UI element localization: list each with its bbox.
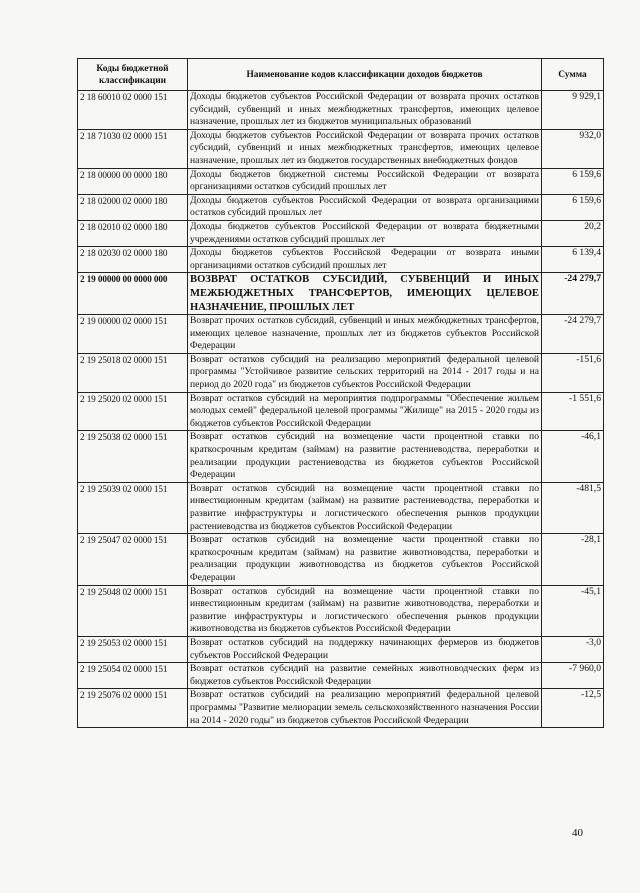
cell-sum: -151,6 bbox=[542, 353, 604, 392]
table-row bbox=[78, 315, 604, 354]
table-row bbox=[78, 663, 604, 689]
cell-name: Доходы бюджетов субъектов Российской Федерации от возврата организациями остатков субсидий прошлых лет bbox=[188, 194, 542, 220]
cell-name: Возврат остатков субсидий на возмещение части процентной ставки по краткосрочным кредитам (займам) на развитие животноводства, переработки и реализации продукции животноводства из бюджетов субъектов Российской Федерации bbox=[188, 534, 542, 585]
cell-sum: -45,1 bbox=[542, 585, 604, 636]
cell-code: 2 18 02030 02 0000 180 bbox=[78, 247, 188, 273]
cell-code: 2 19 25047 02 0000 151 bbox=[78, 534, 188, 585]
cell-code: 2 19 25039 02 0000 151 bbox=[78, 482, 188, 533]
table-row bbox=[78, 194, 604, 220]
cell-sum: 932,0 bbox=[542, 129, 604, 168]
table-row bbox=[78, 220, 604, 246]
cell-name: Доходы бюджетов субъектов Российской Федерации от возврата прочих остатков субсидий, субвенций и иных межбюджетных трансфертов, имеющих целевое назначение, прошлых лет из бюджетов муниципальных образований bbox=[188, 91, 542, 130]
table-row bbox=[78, 636, 604, 662]
cell-name: Возврат остатков субсидий на возмещение части процентной ставки по инвестиционным кредитам (займам) на развитие животноводства, переработки и развитие инфраструктуры и логистического обеспечения рынков продукции животноводства из бюджетов субъектов Российской Федерации bbox=[188, 585, 542, 636]
table-row bbox=[78, 431, 604, 482]
table-row bbox=[78, 168, 604, 194]
table-row bbox=[78, 534, 604, 585]
cell-sum: 6 139,4 bbox=[542, 247, 604, 273]
cell-code: 2 18 02000 02 0000 180 bbox=[78, 194, 188, 220]
cell-sum: -24 279,7 bbox=[542, 315, 604, 354]
table-header-row bbox=[78, 59, 604, 91]
cell-sum: -46,1 bbox=[542, 431, 604, 482]
table-row bbox=[78, 482, 604, 533]
page-number: 40 bbox=[572, 827, 583, 839]
cell-sum: 9 929,1 bbox=[542, 91, 604, 130]
header-sum: Сумма bbox=[542, 59, 604, 91]
cell-name: ВОЗВРАТ ОСТАТКОВ СУБСИДИЙ, СУБВЕНЦИЙ И ИНЫХ МЕЖБЮДЖЕТНЫХ ТРАНСФЕРТОВ, ИМЕЮЩИХ ЦЕЛЕВОЕ НАЗНАЧЕНИЕ, ПРОШЛЫХ ЛЕТ bbox=[188, 273, 542, 315]
cell-name: Возврат остатков субсидий на возмещение части процентной ставки по инвестиционным кредитам (займам) на развитие растениеводства, переработки и развитие инфраструктуры и логистического обеспечения рынков продукции растениеводства из бюджетов субъектов Российской Федерации bbox=[188, 482, 542, 533]
cell-name: Доходы бюджетов субъектов Российской Федерации от возврата бюджетными учреждениями остатков субсидий прошлых лет bbox=[188, 220, 542, 246]
header-name: Наименование кодов классификации доходов бюджетов bbox=[188, 59, 542, 91]
cell-sum: -1 551,6 bbox=[542, 392, 604, 431]
cell-code: 2 18 71030 02 0000 151 bbox=[78, 129, 188, 168]
cell-sum: 20,2 bbox=[542, 220, 604, 246]
cell-sum: 6 159,6 bbox=[542, 194, 604, 220]
cell-name: Возврат остатков субсидий на реализацию мероприятий федеральной целевой программы "Развитие мелиорации земель сельскохозяйственного назначения России на 2014 - 2020 годы" из бюджетов субъектов Российской Федерации bbox=[188, 689, 542, 728]
cell-sum: -3,0 bbox=[542, 636, 604, 662]
table-row bbox=[78, 585, 604, 636]
cell-sum: -12,5 bbox=[542, 689, 604, 728]
cell-code: 2 18 02010 02 0000 180 bbox=[78, 220, 188, 246]
cell-name: Возврат остатков субсидий на возмещение части процентной ставки по краткосрочным кредитам (займам) на развитие растениеводства, переработки и реализации продукции растениеводства из бюджетов субъектов Российской Федерации bbox=[188, 431, 542, 482]
cell-code: 2 19 25020 02 0000 151 bbox=[78, 392, 188, 431]
cell-name: Возврат прочих остатков субсидий, субвенций и иных межбюджетных трансфертов, имеющих целевое назначение, прошлых лет из бюджетов субъектов Российской Федерации bbox=[188, 315, 542, 354]
cell-name: Возврат остатков субсидий на мероприятия подпрограммы "Обеспечение жильем молодых семей" федеральной целевой программы "Жилище" на 2015 - 2020 годы из бюджетов субъектов Российской Федерации bbox=[188, 392, 542, 431]
table-row bbox=[78, 689, 604, 728]
cell-code: 2 19 25018 02 0000 151 bbox=[78, 353, 188, 392]
table-row bbox=[78, 392, 604, 431]
cell-name: Доходы бюджетов субъектов Российской Федерации от возврата иными организациями остатков субсидий прошлых лет bbox=[188, 247, 542, 273]
cell-sum: -481,5 bbox=[542, 482, 604, 533]
table-row bbox=[78, 353, 604, 392]
budget-classification-table bbox=[77, 58, 604, 728]
cell-sum: -7 960,0 bbox=[542, 663, 604, 689]
table-body bbox=[78, 91, 604, 728]
cell-name: Возврат остатков субсидий на развитие семейных животноводческих ферм из бюджетов субъектов Российской Федерации bbox=[188, 663, 542, 689]
cell-code: 2 19 00000 02 0000 151 bbox=[78, 315, 188, 354]
cell-code: 2 19 00000 00 0000 000 bbox=[78, 273, 188, 315]
cell-code: 2 19 25053 02 0000 151 bbox=[78, 636, 188, 662]
cell-code: 2 18 60010 02 0000 151 bbox=[78, 91, 188, 130]
table-row bbox=[78, 91, 604, 130]
cell-name: Доходы бюджетов бюджетной системы Российской Федерации от возврата организациями остатков субсидий прошлых лет bbox=[188, 168, 542, 194]
cell-name: Возврат остатков субсидий на поддержку начинающих фермеров из бюджетов субъектов Российской Федерации bbox=[188, 636, 542, 662]
cell-code: 2 19 25076 02 0000 151 bbox=[78, 689, 188, 728]
cell-sum: -28,1 bbox=[542, 534, 604, 585]
cell-sum: 6 159,6 bbox=[542, 168, 604, 194]
cell-sum: -24 279,7 bbox=[542, 273, 604, 315]
cell-code: 2 19 25054 02 0000 151 bbox=[78, 663, 188, 689]
cell-name: Возврат остатков субсидий на реализацию мероприятий федеральной целевой программы "Устойчивое развитие сельских территорий на 2014 - 2017 годы и на период до 2020 года" из бюджетов субъектов Российской Федерации bbox=[188, 353, 542, 392]
table-row bbox=[78, 129, 604, 168]
cell-code: 2 19 25048 02 0000 151 bbox=[78, 585, 188, 636]
cell-code: 2 19 25038 02 0000 151 bbox=[78, 431, 188, 482]
table-row bbox=[78, 273, 604, 315]
cell-code: 2 18 00000 00 0000 180 bbox=[78, 168, 188, 194]
cell-name: Доходы бюджетов субъектов Российской Федерации от возврата прочих остатков субсидий, субвенций и иных межбюджетных трансфертов, имеющих целевое назначение, прошлых лет из бюджетов государственных внебюджетных фондов bbox=[188, 129, 542, 168]
table-row bbox=[78, 247, 604, 273]
header-code: Коды бюджетной классификации bbox=[78, 59, 188, 91]
